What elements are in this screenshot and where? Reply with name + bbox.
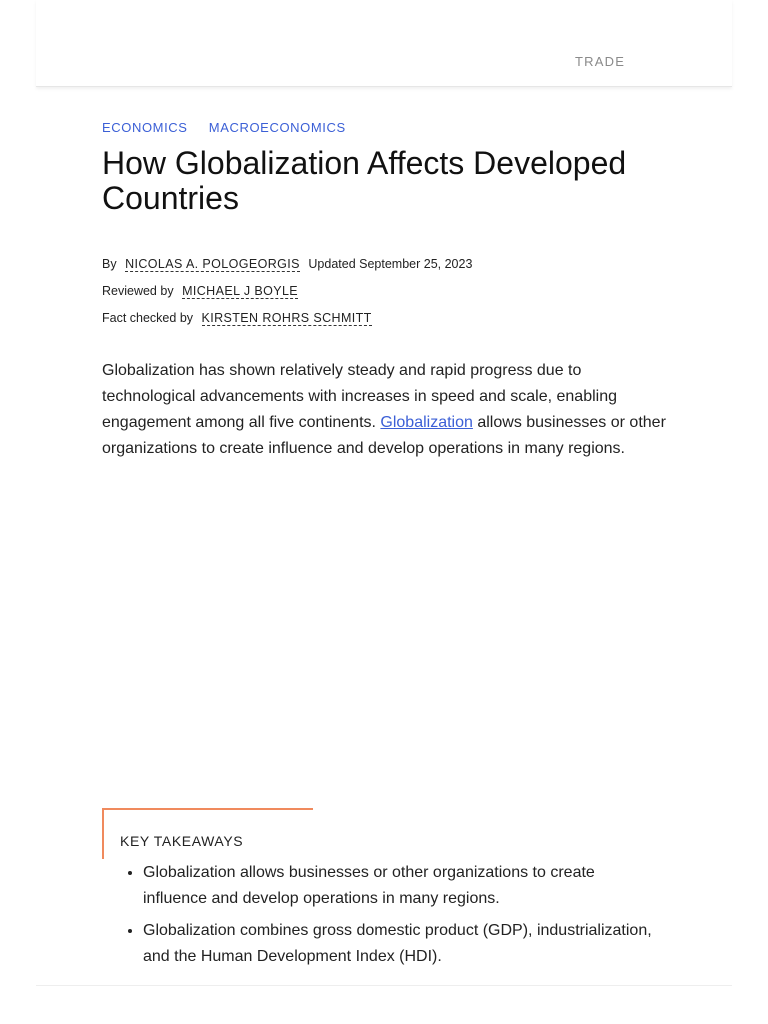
author-link[interactable]: NICOLAS A. POLOGEORGIS <box>125 257 300 271</box>
updated-date: Updated September 25, 2023 <box>308 257 473 271</box>
author-row <box>102 255 472 282</box>
accent-border-top <box>102 808 313 810</box>
article-title: How Globalization Affects Developed Countries <box>102 145 627 216</box>
fact-checker-link[interactable]: KIRSTEN ROHRS SCHMITT <box>201 311 372 325</box>
key-takeaways-heading: KEY TAKEAWAYS <box>120 833 244 849</box>
byline <box>102 255 472 336</box>
reviewed-prefix: Reviewed by <box>102 284 174 298</box>
takeaway-item: • Globalization allows businesses or other organizations to create influence and develop operations in many regions. <box>143 860 663 912</box>
breadcrumb-economics[interactable]: ECONOMICS <box>102 120 188 135</box>
site-header <box>36 0 732 87</box>
intro-text-part1: Globalization has shown relatively steady and rapid progress due to technological advancements with increases in speed and scale, enabling engagement among all five continents. <box>102 362 617 431</box>
globalization-link[interactable]: Globalization <box>380 414 473 431</box>
fact-checker-row <box>102 309 472 336</box>
breadcrumb <box>102 120 363 135</box>
by-prefix: By <box>102 257 117 271</box>
divider <box>36 985 732 986</box>
accent-border-left <box>102 808 104 859</box>
nav-item-trade[interactable]: TRADE <box>575 54 626 69</box>
takeaways-list <box>123 860 663 976</box>
reviewer-row <box>102 282 472 309</box>
fact-checked-prefix: Fact checked by <box>102 311 194 325</box>
takeaway-item: • Globalization combines gross domestic product (GDP), industrialization, and the Human Development Index (HDI). <box>143 918 663 970</box>
ad-placeholder <box>102 500 668 790</box>
intro-text-part2: allows businesses or other organizations to create influence and develop operations in many regions. <box>102 414 666 457</box>
breadcrumb-macroeconomics[interactable]: MACROECONOMICS <box>208 120 346 135</box>
intro-paragraph <box>102 358 668 462</box>
reviewer-link[interactable]: MICHAEL J BOYLE <box>182 284 299 298</box>
